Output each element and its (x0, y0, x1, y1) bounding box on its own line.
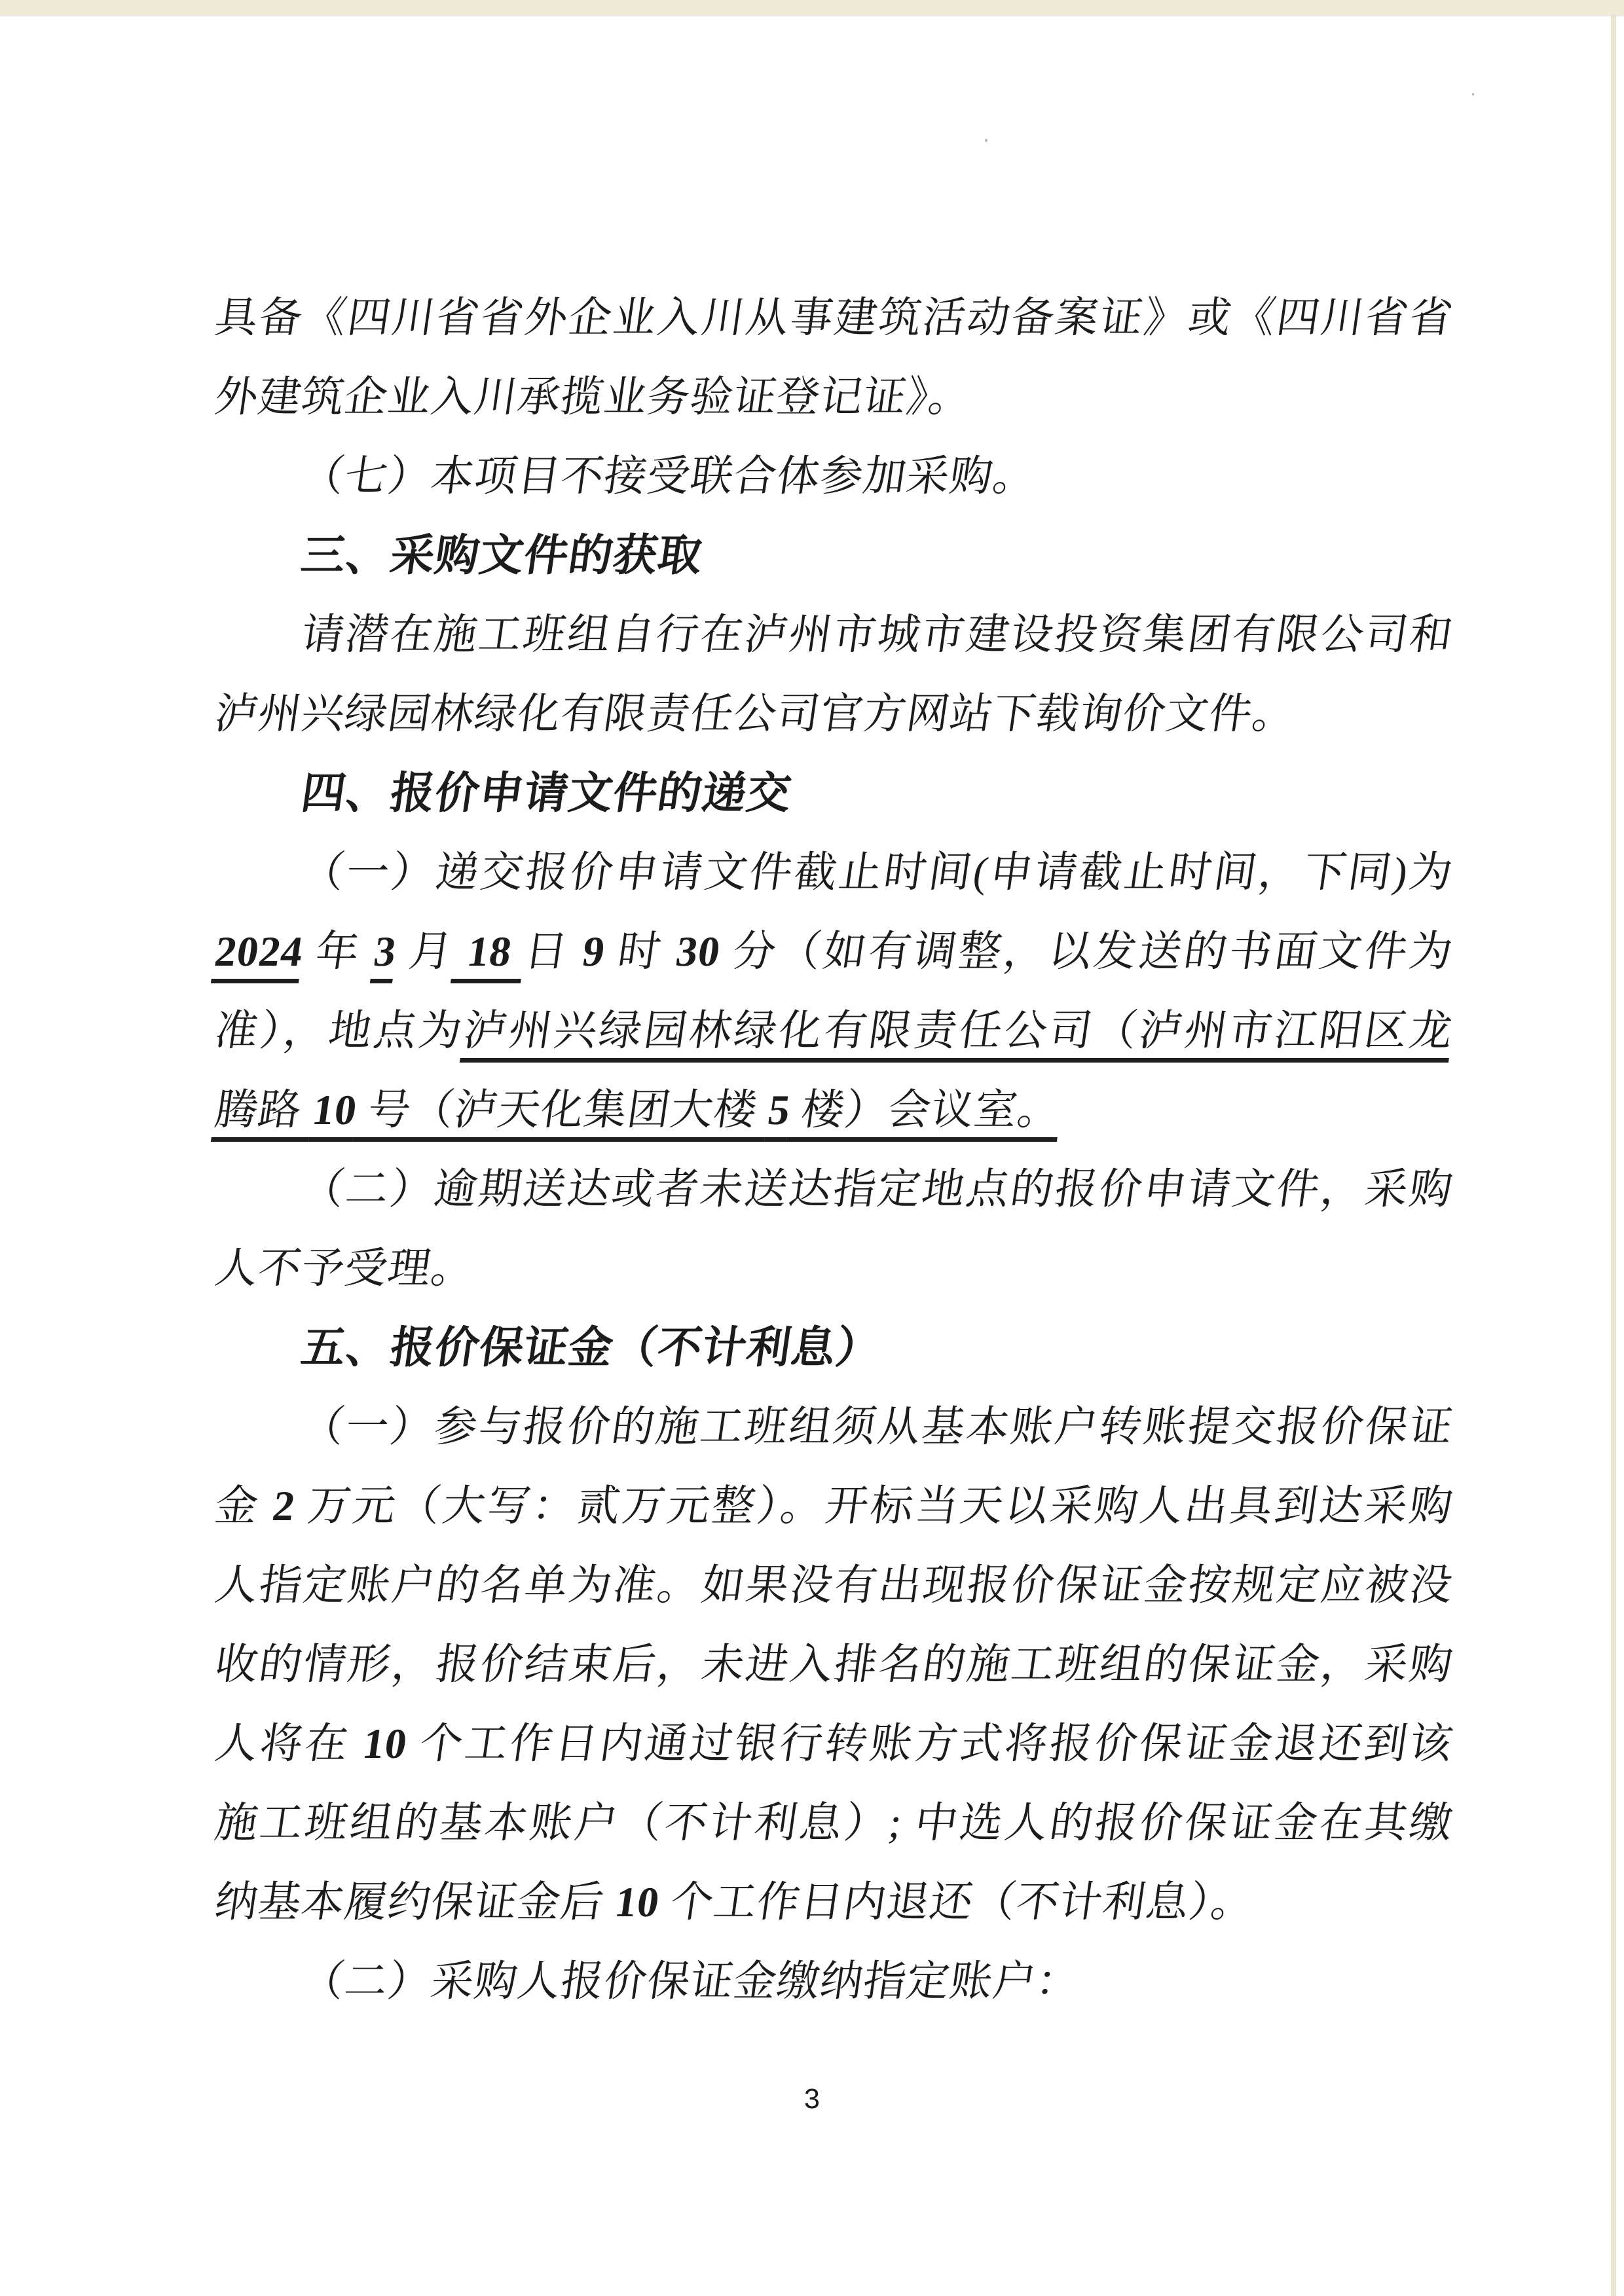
text-segment: 日 (521, 928, 587, 975)
text-segment: 外建筑企业入川承揽业务验证登记证》。 (212, 374, 976, 421)
text-segment: 具备《四川省省外企业入川从事建筑活动备案证》或《四川省省 (212, 295, 1456, 342)
underlined-text: 号（泸天化集团大楼 (352, 1087, 771, 1142)
text-line (210, 992, 1458, 1071)
text-segment: 人不予受理。 (212, 1245, 478, 1292)
heading-line (210, 754, 1458, 833)
text-segment: （七）本项目不接受联合体参加采购。 (298, 453, 1040, 500)
text-segment: 泸州兴绿园林绿化有限责任公司官方网站下载询价文件。 (212, 691, 1299, 738)
text-line (210, 1071, 1458, 1150)
text-segment: 金 (212, 1483, 277, 1530)
scan-edge-right-band (1611, 14, 1616, 2296)
text-segment: 9 (580, 928, 608, 975)
underlined-text: 泸州兴绿园林绿化有限责任公司（泸州市江阳区龙 (460, 1008, 1456, 1063)
underlined-text: 2024 (211, 928, 306, 983)
text-segment: 个工作日内退还（不计利息）。 (655, 1879, 1258, 1926)
scan-dust-speck (985, 139, 987, 142)
underlined-text: 10 (308, 1087, 360, 1142)
text-line (210, 358, 1458, 437)
page-number: 3 (804, 2083, 820, 2115)
scan-edge-top-band (0, 0, 1624, 14)
underlined-text: 楼）会议室。 (786, 1087, 1064, 1142)
text-line (210, 1626, 1458, 1705)
text-line (210, 596, 1458, 675)
text-segment: 万元（大写：贰万元整）。开标当天以采购人出具到达采购 (291, 1483, 1456, 1530)
text-line (210, 833, 1458, 913)
text-line (210, 1705, 1458, 1784)
text-line (210, 913, 1458, 992)
text-segment: （二）逾期送达或者未送达指定地点的报价申请文件，采购 (298, 1166, 1456, 1213)
text-line (210, 1230, 1458, 1309)
text-segment: 准），地点为 (212, 1008, 468, 1055)
text-segment: 10 (360, 1721, 411, 1768)
text-segment: 30 (673, 928, 724, 975)
heading-line (210, 517, 1458, 596)
text-segment: （二）采购人报价保证金缴纳指定账户： (298, 1958, 1083, 2005)
text-segment: 分（如有调整，以发送的书面文件为 (716, 928, 1456, 975)
text-segment: 10 (612, 1879, 663, 1926)
text-line (210, 1863, 1458, 1942)
document-body (210, 279, 1456, 2022)
text-segment: 收的情形，报价结束后，未进入排名的施工班组的保证金，采购 (212, 1641, 1456, 1688)
underlined-text: 3 (370, 928, 399, 983)
text-line (210, 675, 1458, 754)
text-line (210, 1150, 1458, 1230)
text-segment: 请潜在施工班组自行在泸州市城市建设投资集团有限公司和 (298, 611, 1456, 659)
underlined-text: 5 (764, 1087, 794, 1142)
text-line (210, 1388, 1458, 1467)
text-segment: 施工班组的基本账户（不计利息）; 中选人的报价保证金在其缴 (212, 1800, 1456, 1847)
scan-dust-speck (1472, 93, 1474, 96)
heading-line (210, 1309, 1458, 1388)
underlined-text: 18 (450, 928, 528, 983)
text-segment: 人将在 (212, 1721, 367, 1768)
text-line (210, 1546, 1458, 1626)
text-line (210, 279, 1458, 358)
text-segment: 年 (299, 928, 378, 975)
text-line (210, 1467, 1458, 1546)
text-segment: （一）参与报价的施工班组须从基本账户转账提交报价保证 (298, 1404, 1456, 1451)
text-segment: 人指定账户的名单为准。如果没有出现报价保证金按规定应被没 (212, 1562, 1456, 1609)
text-segment: 三、采购文件的获取 (298, 532, 706, 580)
text-segment: 2 (269, 1483, 299, 1530)
text-segment: 个工作日内通过银行转账方式将报价保证金退还到该 (403, 1721, 1456, 1768)
text-segment: 纳基本履约保证金后 (212, 1879, 619, 1926)
underlined-text: 腾路 (211, 1087, 316, 1142)
text-line (210, 1942, 1458, 2022)
text-line (210, 1784, 1458, 1863)
text-segment: 四、报价申请文件的递交 (298, 769, 795, 818)
text-segment: （一）递交报价申请文件截止时间(申请截止时间，下同)为 (298, 849, 1456, 896)
text-segment: 五、报价保证金（不计利息） (298, 1324, 884, 1372)
page-footer (0, 2083, 1624, 2115)
scan-edge-top-line (0, 14, 1624, 16)
text-line (210, 437, 1458, 517)
text-segment: 月 (393, 928, 458, 975)
text-segment: 时 (601, 928, 680, 975)
